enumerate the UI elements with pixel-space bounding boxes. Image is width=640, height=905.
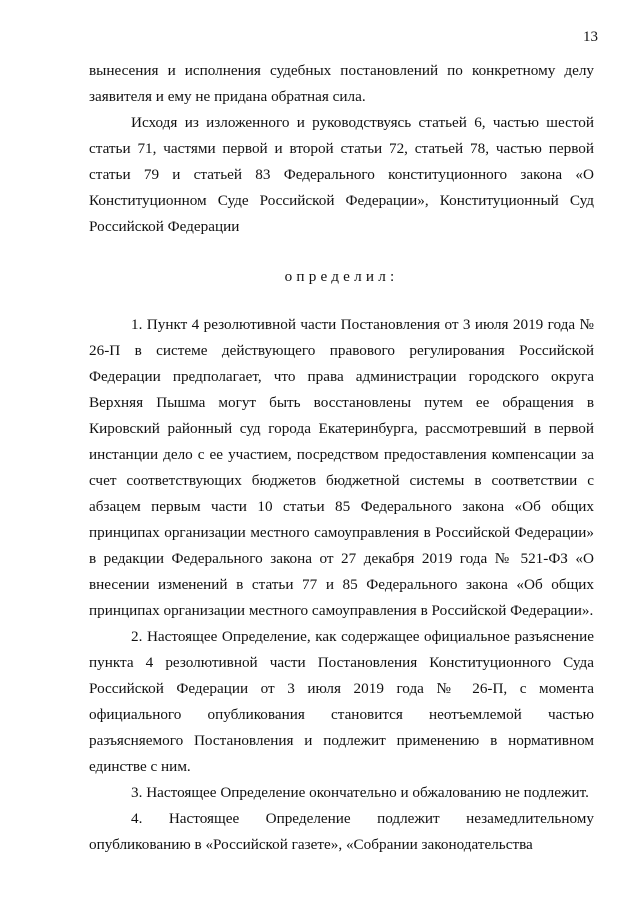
page-number: 13	[583, 29, 598, 45]
document-body	[89, 58, 594, 858]
decision-item-2: 2. Настоящее Определение, как содержащее официальное разъяснение пункта 4 резолютивной части Постановления Конституционного Суда Российской Федерации от 3 июля 2019 года № 26-П, с момента официального опубликования становится неотъемлемой частью разъясняемого Постановления и подлежит применению в нормативном единстве с ним.	[89, 628, 594, 775]
decision-item-3: 3. Настоящее Определение окончательно и обжалованию не подлежит.	[131, 784, 589, 801]
paragraph-basis: Исходя из изложенного и руководствуясь статьей 6, частью шестой статьи 71, частями первой и второй статьи 72, статьей 78, частью первой статьи 79 и статьей 83 Федерального конституционного закона «О Конституционном Суде Российской Федерации», Конституционный Суд Российской Федерации	[89, 114, 594, 235]
decision-item-4: 4. Настоящее Определение подлежит незамедлительному опубликованию в «Российской газете», «Собрании законодательства	[89, 810, 594, 853]
decision-heading: определил:	[284, 268, 399, 285]
paragraph-continuation: вынесения и исполнения судебных постановлений по конкретному делу заявителя и ему не придана обратная сила.	[89, 62, 594, 105]
decision-item-1: 1. Пункт 4 резолютивной части Постановления от 3 июля 2019 года № 26-П в системе действующего правового регулирования Российской Федерации предполагает, что права администрации городского округа Верхняя Пышма могут быть восстановлены путем ее обращения в Кировский районный суд города Екатеринбурга, рассмотревший в первой инстанции дело с ее участием, посредством предоставления компенсации за счет соответствующих бюджетов бюджетной системы в соответствии с абзацем первым части 10 статьи 85 Федерального закона «Об общих принципах организации местного самоуправления в Российской Федерации» в редакции Федерального закона от 27 декабря 2019 года № 521-ФЗ «О внесении изменений в статьи 77 и 85 Федерального закона «Об общих принципах организации местного самоуправления в Российской Федерации».	[89, 316, 594, 619]
